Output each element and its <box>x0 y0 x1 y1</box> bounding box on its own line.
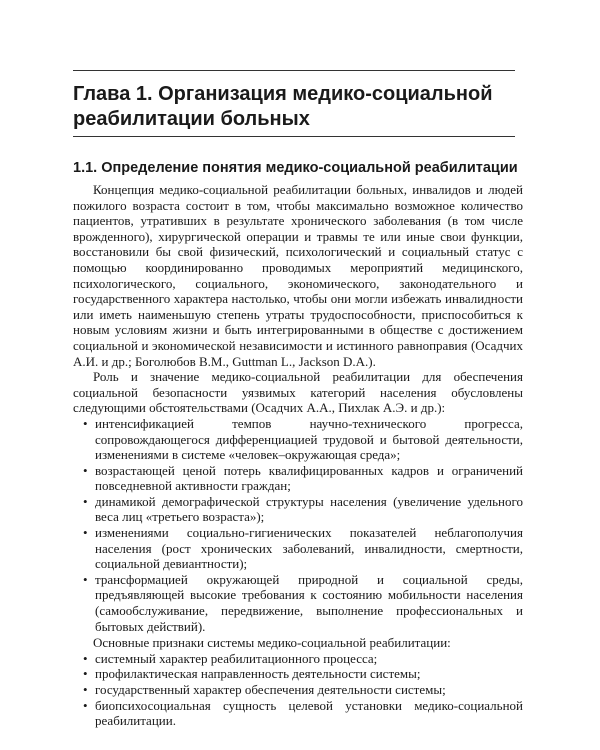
bullet-icon: • <box>83 525 88 541</box>
paragraph-concept: Концепция медико-социальной реабилитации больных, инвалидов и людей пожилого возраста состоит в том, чтобы максимально возможное количество пациентов, утративших в результате хронического заболевания (в том числе врожденного), хирургической операции и травмы те или иные свои функции, восстановили бы свой физический, психологический и социальный статус с помощью координированно проводимых мероприятий медицинского, психологического, социального, экономического, законодательного и государственного характера настолько, чтобы они могли избежать инвалидности или иметь наименьшую степень утраты трудоспособности, приспособиться к новым условиям жизни и быть интегрированными в обществе с достижением социальной и экономической независимости и истинного равноправия (Осадчих А.И. и др.; Боголюбов В.М., Guttman L., Jackson D.A.). <box>73 182 523 369</box>
list-item: • системный характер реабилитационного процесса; <box>83 650 378 666</box>
bullet-icon: • <box>83 682 88 697</box>
bullet-icon: • <box>83 415 88 431</box>
list-item: • профилактическая направленность деятельности системы; <box>83 666 421 682</box>
list-item: • возрастающей ценой потерь квалифицированных кадров и ограничений повседневной активности граждан; <box>83 462 523 494</box>
list-item: • трансформацией окружающей природной и социальной среды, предъявляющей высокие требования к состоянию мобильности населения (самообслуживание, передвижение, выполнение профессиональных и бытовых действий). <box>83 571 523 634</box>
features-list <box>73 651 523 729</box>
chapter-rule <box>73 136 515 137</box>
bullet-icon: • <box>83 697 88 713</box>
bullet-icon: • <box>83 571 88 587</box>
body-text <box>73 182 523 729</box>
paragraph-features: Основные признаки системы медико-социальной реабилитации: <box>93 635 451 651</box>
bullet-icon: • <box>83 650 88 666</box>
bullet-icon: • <box>83 462 88 478</box>
list-item: • динамикой демографической структуры населения (увеличение удельного веса лиц «третьего возраста»); <box>83 493 523 525</box>
list-item: • изменениями социально-гигиенических показателей неблагополучия населения (рост хронических заболеваний, инвалидности, смертности, социальной девиантности); <box>83 525 523 572</box>
list-item: • интенсификацией темпов научно-технического прогресса, сопровождающегося дифференциацией трудовой и бытовой деятельности, изменениями в системе «человек–окружающая среда»; <box>83 415 523 463</box>
bullet-icon: • <box>83 493 88 509</box>
paragraph-role: Роль и значение медико-социальной реабилитации для обеспечения социальной безопасности уязвимых категорий населения обусловлены следующими обстоятельствами (Осадчих А.А., Пихлак А.Э. и др.): <box>73 369 523 416</box>
list-item: • государственный характер обеспечения деятельности системы; <box>83 682 446 697</box>
bullet-icon: • <box>83 666 88 682</box>
chapter-title: Глава 1. Организация медико-социальной реабилитации больных <box>73 83 493 130</box>
list-item: • биопсихосоциальная сущность целевой установки медико-социальной реабилитации. <box>83 697 523 729</box>
circumstances-list <box>73 416 523 634</box>
section-title: 1.1. Определение понятия медико-социальной реабилитации <box>73 160 518 176</box>
top-rule <box>73 70 515 71</box>
